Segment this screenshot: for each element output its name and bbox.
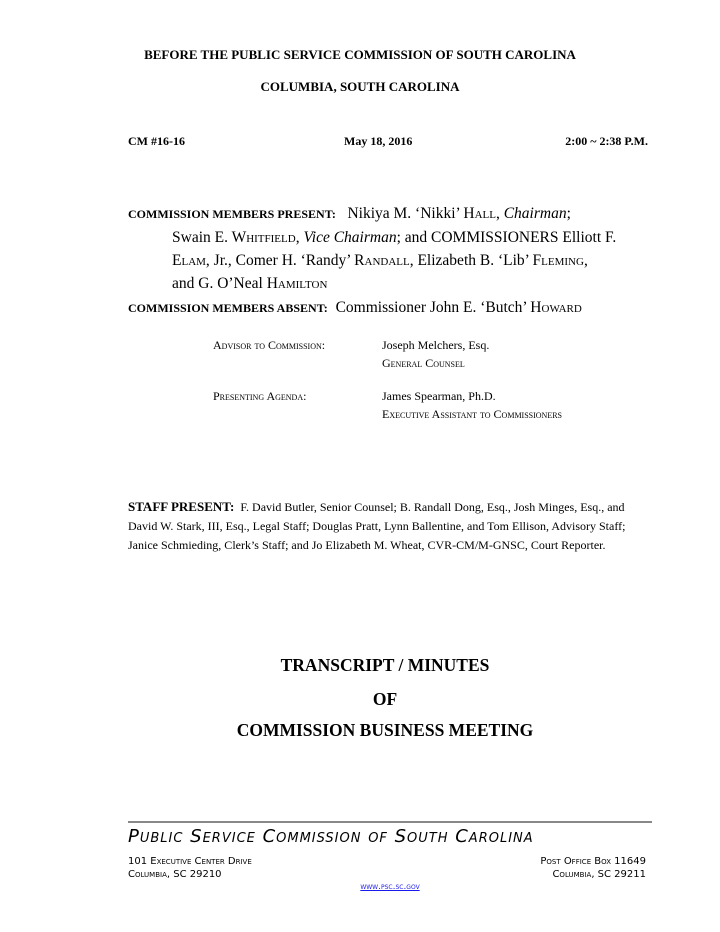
members-absent-label: COMMISSION MEMBERS ABSENT: [128, 301, 328, 315]
header-line-1: BEFORE THE PUBLIC SERVICE COMMISSION OF SOUTH CAROLINA [144, 47, 576, 62]
footer-divider [128, 821, 652, 823]
advisor-title: General Counsel [382, 356, 465, 370]
meeting-date: May 18, 2016 [344, 134, 413, 148]
footer-address-left-2: Columbia, SC 29210 [128, 869, 222, 880]
members-absent: COMMISSION MEMBERS ABSENT: Commissioner John E. ‘Butch’ Howard [128, 299, 582, 316]
staff-present-label: STAFF PRESENT: [128, 499, 235, 514]
presenting-name: James Spearman, Ph.D. [382, 389, 496, 403]
presenting-title: Executive Assistant to Commissioners [382, 407, 563, 421]
footer-website-link[interactable]: www.psc.sc.gov [360, 882, 420, 892]
members-present: COMMISSION MEMBERS PRESENT: Nikiya M. ‘Nikki’ Hall, Chairman; Swain E. Whitfield, Vice Chairman; and COMMISSIONERS Elliott F. Elam, Jr., Comer H. ‘Randy’ Randall, Elizabeth B. ‘Lib’ Fleming, and G. O’Neal Hamilton [128, 205, 617, 292]
members-present-label: COMMISSION MEMBERS PRESENT: [128, 207, 336, 221]
advisor-role: Advisor to Commission: [213, 338, 326, 352]
advisor-name: Joseph Melchers, Esq. [382, 338, 490, 352]
title-line-3: COMMISSION BUSINESS MEETING [236, 720, 534, 740]
header-line-2: COLUMBIA, SOUTH CAROLINA [260, 79, 460, 94]
case-number: CM #16-16 [128, 134, 185, 148]
footer-address-right-1: Post Office Box 11649 [540, 856, 646, 867]
footer-address-right-2: Columbia, SC 29211 [552, 869, 646, 880]
footer-org-name: Public Service Commission of South Carolina [128, 826, 534, 847]
footer-address-left-1: 101 Executive Center Drive [128, 856, 252, 867]
title-line-2: OF [372, 689, 398, 709]
title-line-1: TRANSCRIPT / MINUTES [280, 655, 490, 675]
meeting-time: 2:00 ~ 2:38 P.M. [565, 134, 648, 148]
staff-present: STAFF PRESENT: F. David Butler, Senior Counsel; B. Randall Dong, Esq., Josh Minges, Esq., and David W. Stark, III, Esq., Legal Staff; Douglas Pratt, Lynn Ballentine, and Tom Ellison, Advisory Staff; Janice Schmieding, Clerk’s Staff; and Jo Elizabeth M. Wheat, CVR-CM/M-GNSC, Court Reporter. [128, 499, 626, 552]
presenting-role: Presenting Agenda: [213, 389, 307, 403]
